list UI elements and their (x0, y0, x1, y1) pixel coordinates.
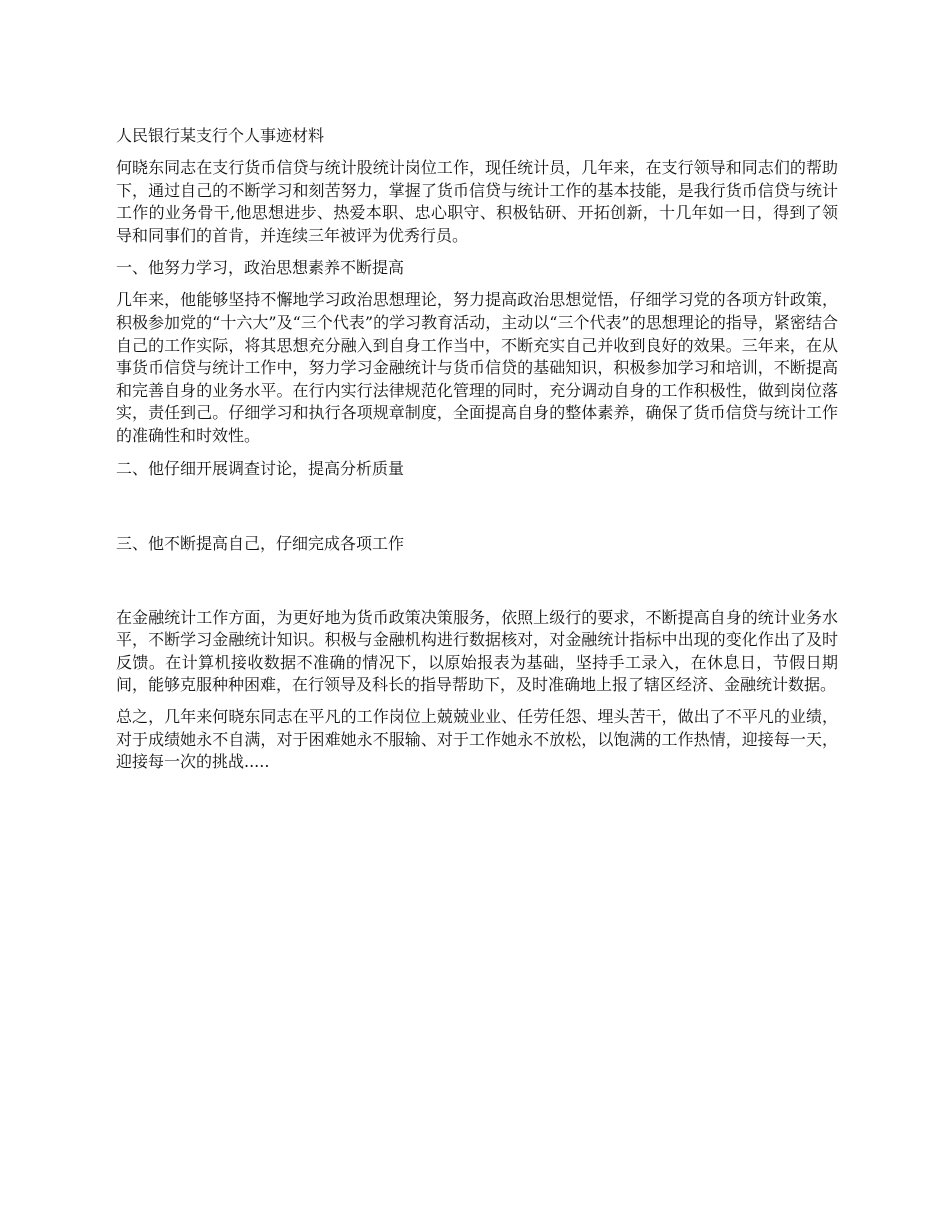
section-1-heading: 一、他努力学习，政治思想素养不断提高 (116, 258, 405, 278)
section-3-paragraph: 在金融统计工作方面，为更好地为货币政策决策服务，依照上级行的要求，不断提高自身的统计业务水平，不断学习金融统计知识。积极与金融机构进行数据核对，对金融统计指标中出现的变化作出了及时反馈。在计算机接收数据不准确的情况下，以原始报表为基础，坚持手工录入，在休息日，节假日期间，能够克服种种困难，在行领导及科长的指导帮助下，及时准确地上报了辖区经济、金融统计数据。 (116, 607, 838, 695)
section-3-heading: 三、他不断提高自己，仔细完成各项工作 (116, 533, 405, 553)
blank-space (116, 565, 838, 607)
intro-paragraph: 何晓东同志在支行货币信贷与统计股统计岗位工作，现任统计员，几年来，在支行领导和同志们的帮助下，通过自己的不断学习和刻苦努力，掌握了货币信贷与统计工作的基本技能，是我行货币信贷与统计工作的业务骨干,他思想进步、热爱本职、忠心职守、积极钻研、开拓创新，十几年如一日，得到了领导和同事们的首肯，并连续三年被评为优秀行员。 (116, 158, 838, 245)
conclusion-paragraph: 总之，几年来何晓东同志在平凡的工作岗位上兢兢业业、任劳任怨、埋头苦干，做出了不平凡的业绩，对于成绩她永不自满，对于困难她永不服输、对于工作她永不放松，以饱满的工作热情，迎接每一天，迎接每一次的挑战..... (116, 706, 838, 772)
document-page (116, 124, 838, 783)
document-title: 人民银行某支行个人事迹材料 (116, 126, 325, 145)
blank-space (116, 490, 838, 532)
section-1-paragraph: 几年来，他能够坚持不懈地学习政治思想理论，努力提高政治思想觉悟，仔细学习党的各项方针政策，积极参加党的“十六大”及“三个代表”的学习教育活动，主动以“三个代表”的思想理论的指导，紧密结合自己的工作实际，将其思想充分融入到自身工作当中，不断充实自己并收到良好的效果。三年来，在从事货币信贷与统计工作中，努力学习金融统计与货币信贷的基础知识，积极参加学习和培训，不断提高和完善自身的业务水平。在行内实行法律规范化管理的同时，充分调动自身的工作积极性，做到岗位落实，责任到己。仔细学习和执行各项规章制度，全面提高自身的整体素养，确保了货币信贷与统计工作的准确性和时效性。 (116, 290, 838, 445)
section-2-heading: 二、他仔细开展调查讨论，提高分析质量 (116, 458, 405, 478)
